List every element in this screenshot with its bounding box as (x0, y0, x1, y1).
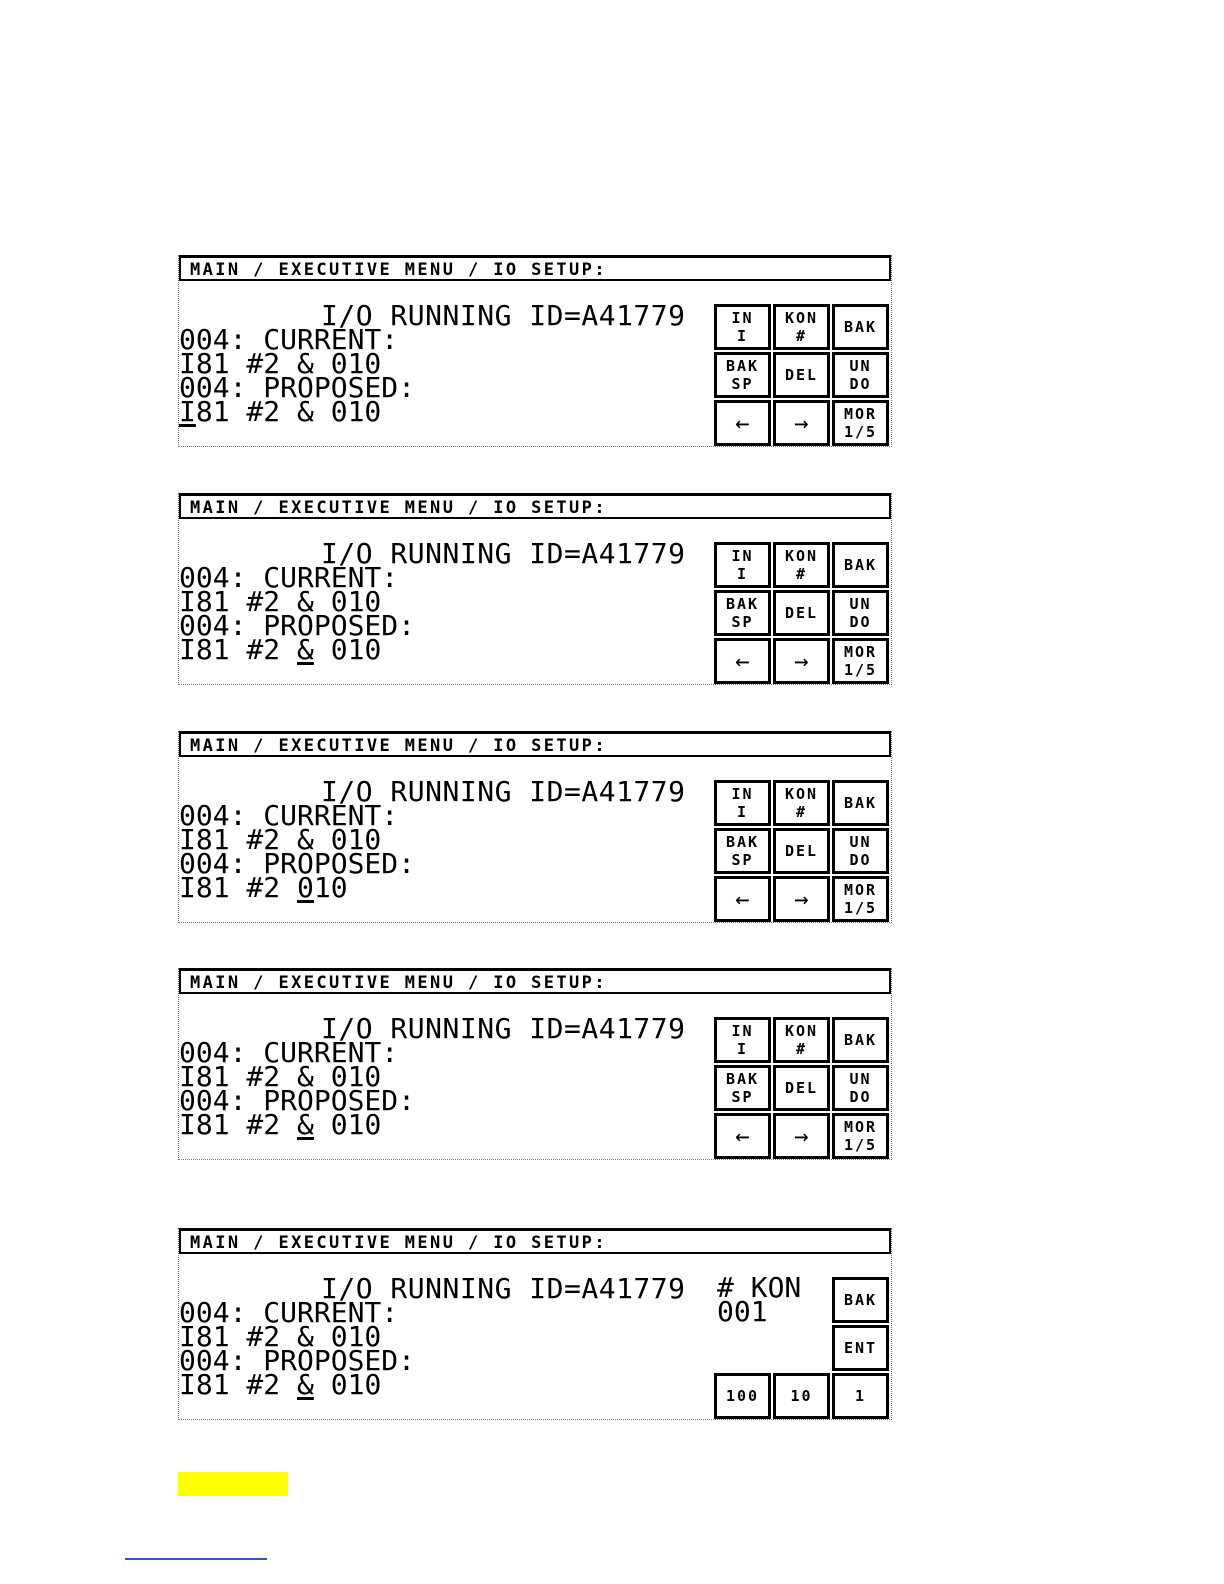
breadcrumb-bar (179, 968, 891, 994)
key-label: 100 (725, 1387, 760, 1405)
key-label: UN (849, 833, 872, 851)
proposed-label: 004: PROPOSED: (179, 1344, 416, 1377)
more-button[interactable] (832, 1113, 889, 1159)
key-label: UN (849, 595, 872, 613)
undo-button[interactable] (832, 828, 889, 874)
current-label: 004: CURRENT: (179, 799, 399, 832)
proposed-pre: I81 #2 (179, 633, 298, 666)
key-label: I (736, 565, 749, 583)
breadcrumb-bar (179, 731, 891, 757)
proposed-label: 004: PROPOSED: (179, 1084, 416, 1117)
kon-label: # KON (717, 1271, 802, 1304)
cursor-char: I (179, 395, 196, 428)
arrow-right-button[interactable] (773, 1113, 830, 1159)
kon-button[interactable] (773, 1017, 830, 1063)
key-label: IN (731, 309, 754, 327)
current-label: 004: CURRENT: (179, 561, 399, 594)
key-label: 1/5 (843, 899, 878, 917)
undo-button[interactable] (832, 352, 889, 398)
ones-button[interactable] (832, 1373, 889, 1419)
key-label: # (795, 803, 808, 821)
key-label: DO (849, 375, 872, 393)
arrow-right-icon: → (794, 647, 809, 675)
proposed-value[interactable] (179, 1108, 381, 1141)
proposed-value[interactable] (179, 395, 381, 428)
arrow-left-button[interactable] (714, 876, 771, 922)
status-text: I/O RUNNING ID=A41779 (321, 1272, 686, 1305)
arrow-left-icon: ← (735, 409, 750, 437)
status-text: I/O RUNNING ID=A41779 (321, 1012, 686, 1045)
key-label: I (736, 1040, 749, 1058)
proposed-pre: I81 #2 (179, 871, 298, 904)
key-label: # (795, 565, 808, 583)
io-setup-screen-1 (178, 255, 892, 447)
key-label: DEL (784, 842, 819, 860)
enter-button[interactable] (832, 1325, 889, 1371)
breadcrumb: MAIN / EXECUTIVE MENU / IO SETUP: (190, 498, 607, 518)
kon-button[interactable] (773, 542, 830, 588)
key-label: KON (784, 547, 819, 565)
breadcrumb-bar (179, 255, 891, 281)
key-label: IN (731, 547, 754, 565)
breadcrumb: MAIN / EXECUTIVE MENU / IO SETUP: (190, 260, 607, 280)
key-label: BAK (843, 556, 878, 574)
key-label: KON (784, 309, 819, 327)
proposed-value[interactable] (179, 871, 348, 904)
key-label: I (736, 327, 749, 345)
key-label: SP (731, 375, 754, 393)
current-value: I81 #2 & 010 (179, 1320, 382, 1353)
current-value: I81 #2 & 010 (179, 1060, 382, 1093)
key-label: 1/5 (843, 423, 878, 441)
current-value: I81 #2 & 010 (179, 347, 382, 380)
delete-button[interactable] (773, 352, 830, 398)
kon-button[interactable] (773, 780, 830, 826)
keypad (714, 1017, 892, 1161)
bak-button[interactable] (832, 542, 889, 588)
key-label: IN (731, 785, 754, 803)
key-label: BAK (725, 833, 760, 851)
proposed-post: 010 (313, 1108, 382, 1141)
status-text: I/O RUNNING ID=A41779 (321, 299, 686, 332)
proposed-post: 10 (313, 871, 348, 904)
key-label: MOR (843, 1118, 878, 1136)
delete-button[interactable] (773, 1065, 830, 1111)
key-label: BAK (725, 1070, 760, 1088)
backspace-button[interactable] (714, 352, 771, 398)
key-label: BAK (843, 794, 878, 812)
key-label: 1/5 (843, 1136, 878, 1154)
status-text: I/O RUNNING ID=A41779 (321, 537, 686, 570)
key-label: BAK (843, 1291, 878, 1309)
in-i-button[interactable] (714, 1017, 771, 1063)
undo-button[interactable] (832, 1065, 889, 1111)
delete-button[interactable] (773, 828, 830, 874)
in-i-button[interactable] (714, 304, 771, 350)
bak-button[interactable] (832, 1017, 889, 1063)
proposed-label: 004: PROPOSED: (179, 371, 416, 404)
delete-button[interactable] (773, 590, 830, 636)
bak-button[interactable] (832, 780, 889, 826)
key-label: 1 (854, 1387, 867, 1405)
arrow-left-button[interactable] (714, 638, 771, 684)
keypad (714, 542, 892, 686)
arrow-left-icon: ← (735, 647, 750, 675)
breadcrumb-bar (179, 1228, 891, 1254)
arrow-right-icon: → (794, 1122, 809, 1150)
io-setup-screen-5 (178, 1228, 892, 1420)
key-label: DEL (784, 366, 819, 384)
key-label: BAK (843, 1031, 878, 1049)
key-label: DO (849, 851, 872, 869)
key-label: UN (849, 1070, 872, 1088)
key-label: 10 (790, 1387, 813, 1405)
status-text: I/O RUNNING ID=A41779 (321, 775, 686, 808)
bottom-rule (125, 1558, 267, 1560)
key-label: KON (784, 785, 819, 803)
proposed-post: 010 (313, 1368, 382, 1401)
key-label: I (736, 803, 749, 821)
backspace-button[interactable] (714, 1065, 771, 1111)
arrow-right-button[interactable] (773, 638, 830, 684)
cursor-char: & (297, 633, 314, 666)
io-setup-screen-4 (178, 968, 892, 1160)
more-button[interactable] (832, 638, 889, 684)
more-button[interactable] (832, 876, 889, 922)
key-label: ENT (843, 1339, 878, 1357)
key-label: DO (849, 1088, 872, 1106)
tens-button[interactable] (773, 1373, 830, 1419)
key-label: 1/5 (843, 661, 878, 679)
hundreds-button[interactable] (714, 1373, 771, 1419)
yellow-highlight (178, 1472, 288, 1496)
proposed-label: 004: PROPOSED: (179, 609, 416, 642)
arrow-right-icon: → (794, 409, 809, 437)
proposed-value[interactable] (179, 633, 381, 666)
arrow-left-button[interactable] (714, 400, 771, 446)
key-label: MOR (843, 881, 878, 899)
keypad (714, 304, 892, 448)
key-label: MOR (843, 405, 878, 423)
arrow-right-icon: → (794, 885, 809, 913)
in-i-button[interactable] (714, 780, 771, 826)
arrow-left-button[interactable] (714, 1113, 771, 1159)
backspace-button[interactable] (714, 590, 771, 636)
more-button[interactable] (832, 400, 889, 446)
in-i-button[interactable] (714, 542, 771, 588)
key-label: DO (849, 613, 872, 631)
kon-value: 001 (717, 1295, 768, 1328)
key-label: SP (731, 613, 754, 631)
proposed-post: 81 #2 & 010 (195, 395, 382, 428)
backspace-button[interactable] (714, 828, 771, 874)
key-label: MOR (843, 643, 878, 661)
key-label: UN (849, 357, 872, 375)
breadcrumb: MAIN / EXECUTIVE MENU / IO SETUP: (190, 1233, 607, 1253)
io-setup-screen-2 (178, 493, 892, 685)
key-label: DEL (784, 604, 819, 622)
key-label: BAK (843, 318, 878, 336)
current-value: I81 #2 & 010 (179, 585, 382, 618)
kon-button[interactable] (773, 304, 830, 350)
numeric-keypad (714, 1271, 892, 1421)
key-label: # (795, 1040, 808, 1058)
breadcrumb: MAIN / EXECUTIVE MENU / IO SETUP: (190, 736, 607, 756)
key-label: IN (731, 1022, 754, 1040)
proposed-label: 004: PROPOSED: (179, 847, 416, 880)
undo-button[interactable] (832, 590, 889, 636)
current-label: 004: CURRENT: (179, 1036, 399, 1069)
proposed-pre: I81 #2 (179, 1108, 298, 1141)
bak-button[interactable] (832, 1277, 889, 1323)
key-label: DEL (784, 1079, 819, 1097)
arrow-right-button[interactable] (773, 400, 830, 446)
key-label: BAK (725, 357, 760, 375)
current-label: 004: CURRENT: (179, 1296, 399, 1329)
proposed-pre: I81 #2 (179, 1368, 298, 1401)
cursor-char: 0 (297, 871, 314, 904)
keypad (714, 780, 892, 924)
io-setup-screen-3 (178, 731, 892, 923)
key-label: BAK (725, 595, 760, 613)
key-label: KON (784, 1022, 819, 1040)
proposed-value[interactable] (179, 1368, 381, 1401)
bak-button[interactable] (832, 304, 889, 350)
key-label: SP (731, 1088, 754, 1106)
breadcrumb: MAIN / EXECUTIVE MENU / IO SETUP: (190, 973, 607, 993)
key-label: SP (731, 851, 754, 869)
cursor-char: & (297, 1368, 314, 1401)
cursor-char: & (297, 1108, 314, 1141)
arrow-left-icon: ← (735, 885, 750, 913)
current-label: 004: CURRENT: (179, 323, 399, 356)
breadcrumb-bar (179, 493, 891, 519)
current-value: I81 #2 & 010 (179, 823, 382, 856)
arrow-right-button[interactable] (773, 876, 830, 922)
proposed-post: 010 (313, 633, 382, 666)
arrow-left-icon: ← (735, 1122, 750, 1150)
key-label: # (795, 327, 808, 345)
